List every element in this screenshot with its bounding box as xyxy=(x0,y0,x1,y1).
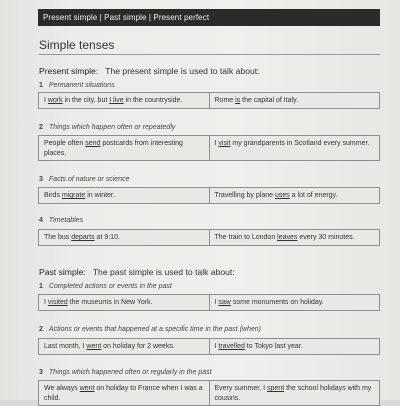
example-row xyxy=(38,380,380,406)
item-label: 1 Permanent situations xyxy=(39,82,115,89)
past-simple-title: Past simple: xyxy=(39,267,86,277)
past-simple-desc: The past simple is used to talk about: xyxy=(92,267,235,277)
example-right: Travelling by plane uses a lot of energy. xyxy=(209,188,380,203)
example-row xyxy=(38,294,380,311)
example-row xyxy=(38,187,380,204)
item-label: 2 Actions or events that happened at a specific time in the past (when) xyxy=(39,326,261,333)
example-right: Rome is the capital of Italy. xyxy=(209,93,380,108)
example-left: Birds migrate in winter. xyxy=(44,192,115,199)
item-label: 1 Completed actions or events in the past xyxy=(39,283,172,290)
example-right: The train to London leaves every 30 minutes. xyxy=(209,230,380,245)
present-simple-desc: The present simple is used to talk about: xyxy=(105,66,260,76)
item-label: 2 Things which happen often or repeatedly xyxy=(39,124,176,131)
example-row xyxy=(38,92,380,109)
example-row xyxy=(38,338,380,355)
example-right: Every summer, I spent the school holidays with my cousins. xyxy=(209,381,380,405)
example-left: I work in the city, but I live in the countryside. xyxy=(44,97,183,104)
example-right: I travelled to Tokyo last year. xyxy=(209,339,380,354)
section-divider xyxy=(39,54,380,55)
example-row xyxy=(38,135,380,161)
example-left: We always went on holiday to France when I was a child. xyxy=(44,385,203,402)
past-simple-heading xyxy=(39,267,235,277)
example-left: Last month, I went on holiday for 2 weeks. xyxy=(44,343,175,350)
example-left: People often send postcards from interesting places. xyxy=(44,140,183,157)
present-simple-heading xyxy=(39,66,260,76)
example-right: I visit my grandparents in Scotland every summer. xyxy=(209,136,380,160)
item-label: 3 Facts of nature or science xyxy=(39,176,130,183)
example-right: I saw some monuments on holiday. xyxy=(209,295,380,310)
present-simple-title: Present simple: xyxy=(39,66,99,76)
section-title: Simple tenses xyxy=(39,38,115,52)
item-label: 3 Things which happened often or regularly in the past xyxy=(39,369,212,376)
example-left: I visited the museums in New York. xyxy=(44,299,153,306)
header-bar: Present simple | Past simple | Present perfect xyxy=(38,9,380,26)
item-label: 4 Timetables xyxy=(39,217,84,224)
example-left: The bus departs at 9:10. xyxy=(44,234,120,241)
example-row xyxy=(38,229,380,246)
